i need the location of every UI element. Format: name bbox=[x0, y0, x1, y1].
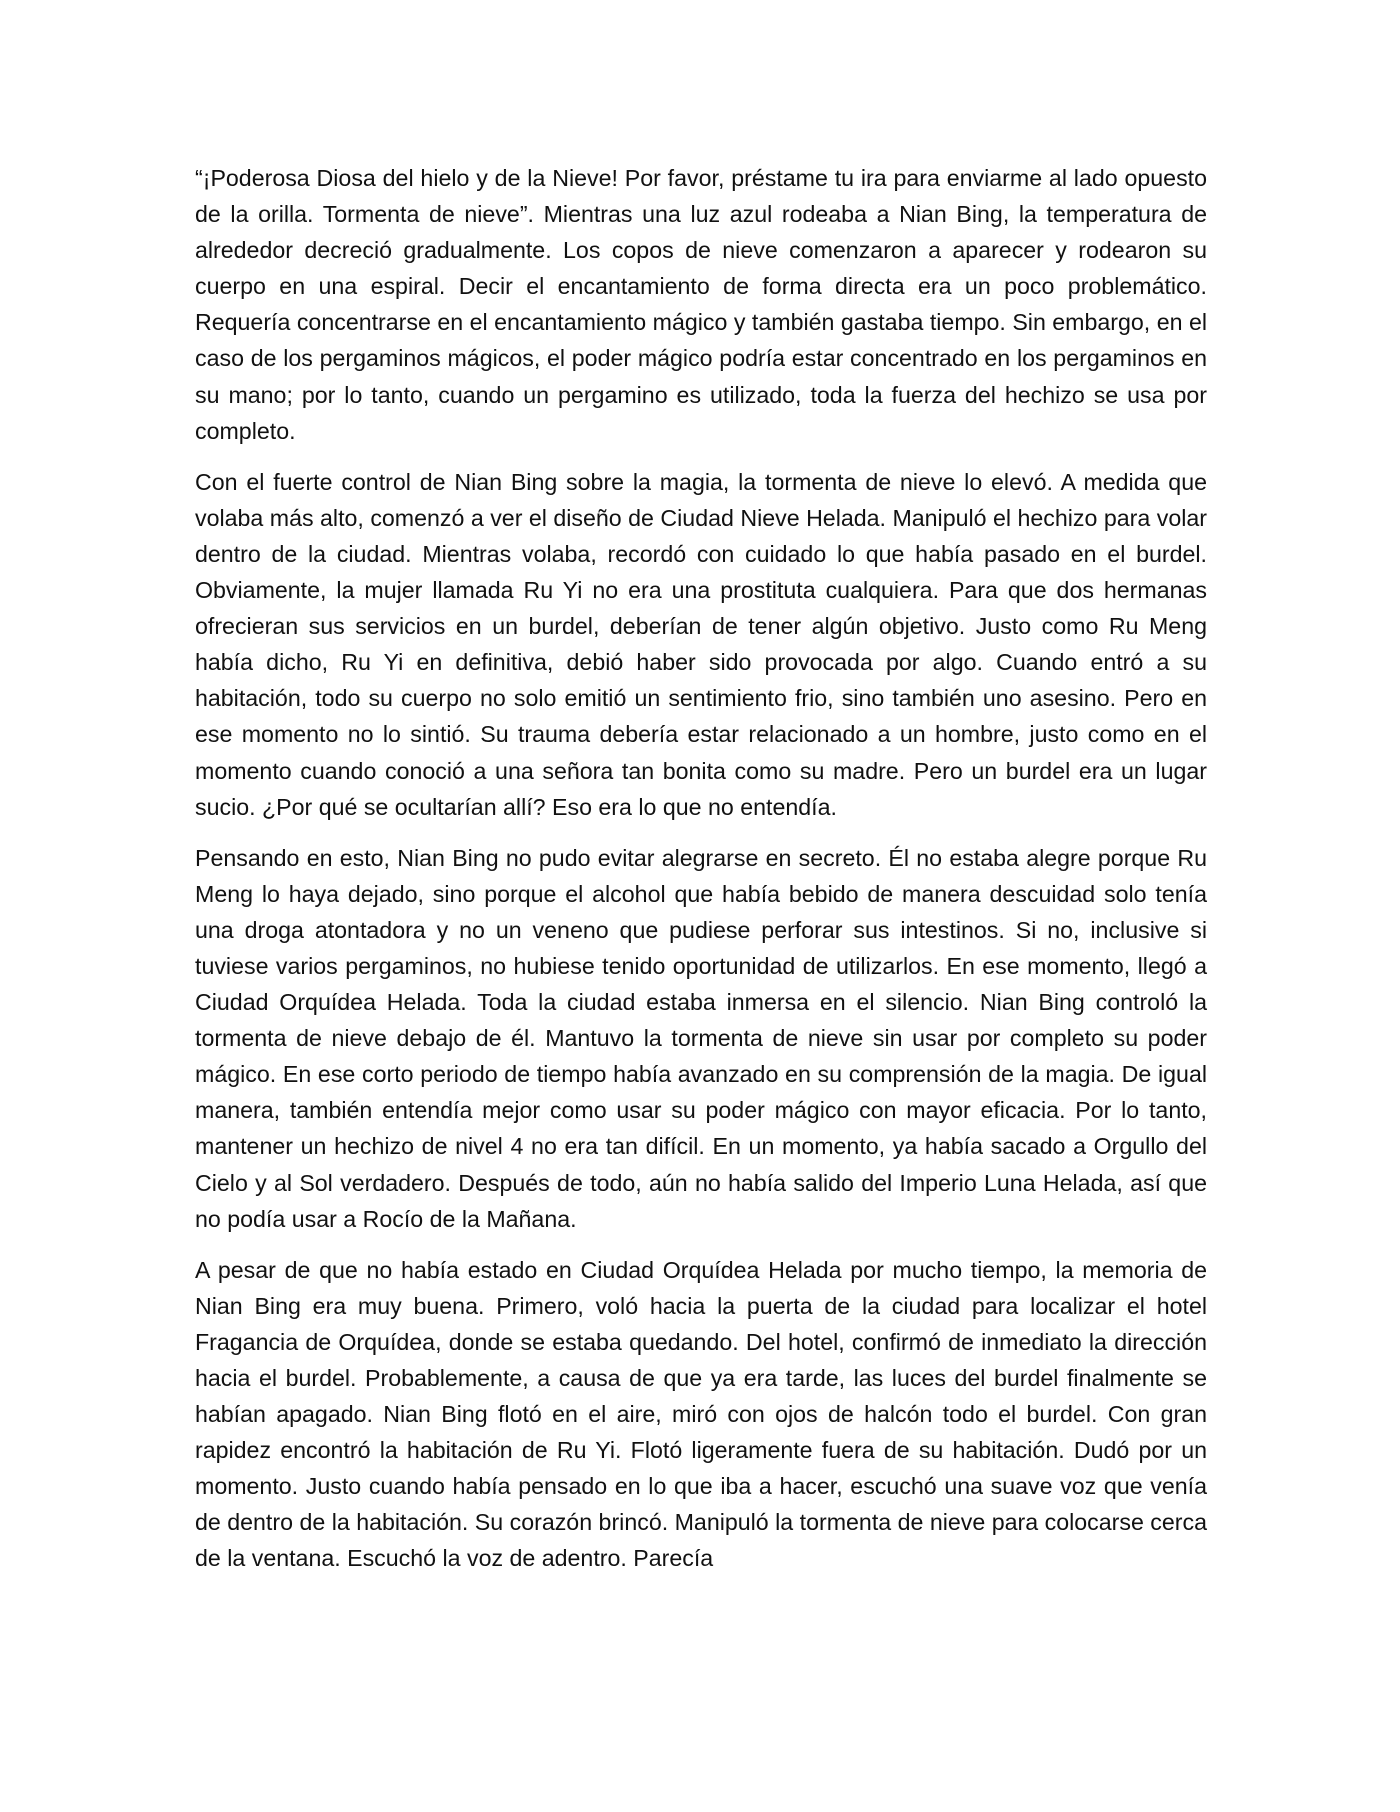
document-page bbox=[195, 160, 1207, 1577]
paragraph-1: “¡Poderosa Diosa del hielo y de la Nieve! Por favor, préstame tu ira para enviarme al lado opuesto de la orilla. Tormenta de nieve”. Mientras una luz azul rodeaba a Nian Bing, la temperatura de alrededor decreció gradualmente. Los copos de nieve comenzaron a aparecer y rodearon su cuerpo en una espiral. Decir el encantamiento de forma directa era un poco problemático. Requería concentrarse en el encantamiento mágico y también gastaba tiempo. Sin embargo, en el caso de los pergaminos mágicos, el poder mágico podría estar concentrado en los pergaminos en su mano; por lo tanto, cuando un pergamino es utilizado, toda la fuerza del hechizo se usa por completo. bbox=[195, 165, 1207, 444]
paragraph-4: A pesar de que no había estado en Ciudad Orquídea Helada por mucho tiempo, la memoria de Nian Bing era muy buena. Primero, voló hacia la puerta de la ciudad para localizar el hotel Fragancia de Orquídea, donde se estaba quedando. Del hotel, confirmó de inmediato la dirección hacia el burdel. Probablemente, a causa de que ya era tarde, las luces del burdel finalmente se habían apagado. Nian Bing flotó en el aire, miró con ojos de halcón todo el burdel. Con gran rapidez encontró la habitación de Ru Yi. Flotó ligeramente fuera de su habitación. Dudó por un momento. Justo cuando había pensado en lo que iba a hacer, escuchó una suave voz que venía de dentro de la habitación. Su corazón brincó. Manipuló la tormenta de nieve para colocarse cerca de la ventana. Escuchó la voz de adentro. Parecía bbox=[195, 1256, 1207, 1572]
paragraph-3: Pensando en esto, Nian Bing no pudo evitar alegrarse en secreto. Él no estaba alegre porque Ru Meng lo haya dejado, sino porque el alcohol que había bebido de manera descuidad solo tenía una droga atontadora y no un veneno que pudiese perforar sus intestinos. Si no, inclusive si tuviese varios pergaminos, no hubiese tenido oportunidad de utilizarlos. En ese momento, llegó a Ciudad Orquídea Helada. Toda la ciudad estaba inmersa en el silencio. Nian Bing controló la tormenta de nieve debajo de él. Mantuvo la tormenta de nieve sin usar por completo su poder mágico. En ese corto periodo de tiempo había avanzado en su comprensión de la magia. De igual manera, también entendía mejor como usar su poder mágico con mayor eficacia. Por lo tanto, mantener un hechizo de nivel 4 no era tan difícil. En un momento, ya había sacado a Orgullo del Cielo y al Sol verdadero. Después de todo, aún no había salido del Imperio Luna Helada, así que no podía usar a Rocío de la Mañana. bbox=[195, 844, 1207, 1232]
paragraph-2: Con el fuerte control de Nian Bing sobre la magia, la tormenta de nieve lo elevó. A medida que volaba más alto, comenzó a ver el diseño de Ciudad Nieve Helada. Manipuló el hechizo para volar dentro de la ciudad. Mientras volaba, recordó con cuidado lo que había pasado en el burdel. Obviamente, la mujer llamada Ru Yi no era una prostituta cualquiera. Para que dos hermanas ofrecieran sus servicios en un burdel, deberían de tener algún objetivo. Justo como Ru Meng había dicho, Ru Yi en definitiva, debió haber sido provocada por algo. Cuando entró a su habitación, todo su cuerpo no solo emitió un sentimiento frio, sino también uno asesino. Pero en ese momento no lo sintió. Su trauma debería estar relacionado a un hombre, justo como en el momento cuando conoció a una señora tan bonita como su madre. Pero un burdel era un lugar sucio. ¿Por qué se ocultarían allí? Eso era lo que no entendía. bbox=[195, 468, 1207, 820]
